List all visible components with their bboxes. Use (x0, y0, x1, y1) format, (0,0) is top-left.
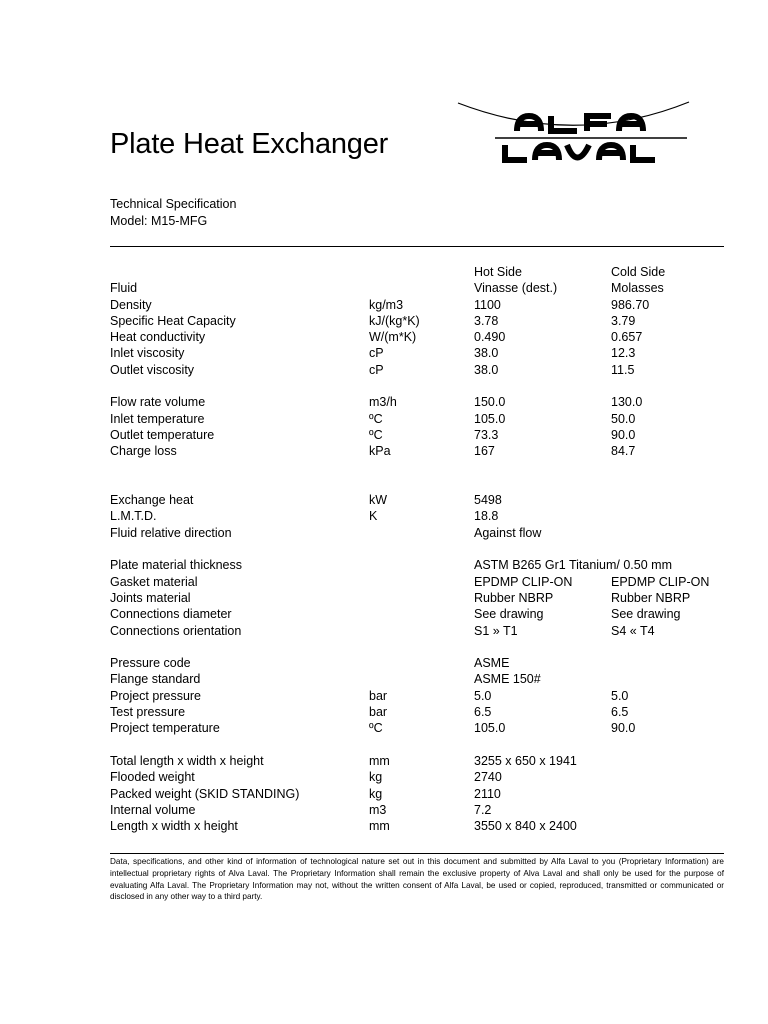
spec-label: Test pressure (110, 705, 186, 720)
hot-side-value: ASTM B265 Gr1 Titanium/ 0.50 mm (474, 558, 672, 573)
spec-unit: m3 (369, 802, 387, 817)
spec-row (110, 720, 724, 736)
spec-row (110, 492, 724, 508)
row-spacer (110, 639, 724, 655)
hot-side-value: 105.0 (474, 411, 506, 426)
spec-unit: kg/m3 (369, 297, 404, 312)
hot-side-value: Rubber NBRP (474, 590, 554, 605)
disclaimer-text: Data, specifications, and other kind of information of technological nature set out in this document and submitted by Alfa Laval to you (Proprietary Information) are intellectual proprietary rights of Alva Laval. The Proprietary Information shall remain the exclusive property of Alva Laval and shall only be used for the purpose of evaluating Alfa Laval. The Proprietary Information may not, without the written consent of Alfa Laval, be used or copied, reproduced, transmitted or communicated or disclosed in any other way to a third party. (110, 857, 724, 902)
spec-unit: cP (369, 346, 384, 361)
spec-unit: kPa (369, 444, 391, 459)
cold-side-value: 11.5 (611, 362, 635, 377)
spec-row (110, 329, 724, 345)
spec-label: Charge loss (110, 444, 177, 459)
spec-unit: K (369, 509, 378, 524)
hot-side-value: 5498 (474, 493, 502, 508)
spec-unit: mm (369, 819, 390, 834)
logo-alfa (517, 116, 643, 131)
spec-unit: kg (369, 770, 383, 785)
spec-unit: kg (369, 786, 383, 801)
hot-side-header: Hot Side (474, 265, 522, 279)
spec-row (110, 786, 724, 802)
spec-row (110, 590, 724, 606)
spec-label: Fluid relative direction (110, 525, 232, 540)
spec-label: Plate material thickness (110, 558, 243, 573)
spec-label: Inlet temperature (110, 411, 205, 426)
hot-side-value: 1100 (474, 297, 501, 312)
cold-side-value: 6.5 (611, 705, 629, 720)
hot-side-value: 3255 x 650 x 1941 (474, 753, 577, 768)
spec-label: Flange standard (110, 672, 201, 687)
cold-side-value: 90.0 (611, 721, 636, 736)
spec-label: Flooded weight (110, 770, 195, 785)
spec-label: Joints material (110, 590, 191, 605)
row-spacer (110, 476, 724, 492)
spec-row (110, 818, 724, 834)
hot-side-value: S1 » T1 (474, 623, 518, 638)
spec-unit: ºC (369, 721, 383, 736)
cold-side-value: 3.79 (611, 313, 636, 328)
spec-row (110, 688, 724, 704)
spec-label: Length x width x height (110, 819, 238, 834)
hot-side-value: 6.5 (474, 705, 492, 720)
row-spacer (110, 737, 724, 753)
spec-unit: cP (369, 362, 384, 377)
spec-row (110, 394, 724, 410)
spec-unit: ºC (369, 427, 383, 442)
hot-side-value: 3.78 (474, 313, 499, 328)
spec-row (110, 411, 724, 427)
spec-label: Specific Heat Capacity (110, 313, 236, 328)
cold-side-value: Molasses (611, 281, 664, 296)
spec-label: Flow rate volume (110, 395, 206, 410)
alfa-laval-logo (455, 98, 695, 180)
header-divider (110, 246, 724, 247)
page-title: Plate Heat Exchanger (110, 128, 389, 160)
hot-side-value: ASME 150# (474, 672, 541, 687)
spec-unit: mm (369, 753, 390, 768)
spec-row (110, 623, 724, 639)
model-line: Model: M15-MFG (110, 213, 208, 228)
spec-unit: ºC (369, 411, 383, 426)
spec-label: Internal volume (110, 802, 196, 817)
cold-side-value: See drawing (611, 607, 681, 622)
hot-side-value: Against flow (474, 525, 542, 540)
spec-row (110, 655, 724, 671)
spec-unit: bar (369, 705, 388, 720)
spec-label: Project temperature (110, 721, 220, 736)
logo-laval (505, 145, 655, 160)
spec-label: Outlet viscosity (110, 362, 195, 377)
row-spacer (110, 541, 724, 557)
spec-label: Outlet temperature (110, 427, 215, 442)
hot-side-value: 3550 x 840 x 2400 (474, 819, 577, 834)
spec-unit: kW (369, 493, 388, 508)
spec-label: Packed weight (SKID STANDING) (110, 786, 300, 801)
spec-unit: bar (369, 688, 388, 703)
cold-side-value: S4 « T4 (611, 623, 655, 638)
hot-side-value: 5.0 (474, 688, 492, 703)
logo-swoosh (458, 102, 689, 125)
hot-side-value: See drawing (474, 607, 544, 622)
cold-side-value: Rubber NBRP (611, 590, 691, 605)
spec-unit: m3/h (369, 395, 397, 410)
spec-row (110, 297, 724, 313)
spec-label: Total length x width x height (110, 753, 264, 768)
spec-label: Pressure code (110, 656, 191, 671)
spec-label: L.M.T.D. (110, 509, 157, 524)
spec-row (110, 345, 724, 361)
row-spacer (110, 460, 724, 476)
spec-unit: kJ/(kg*K) (369, 313, 420, 328)
spec-label: Project pressure (110, 688, 202, 703)
spec-table (110, 264, 724, 834)
spec-header-row (110, 264, 724, 280)
spec-row (110, 313, 724, 329)
spec-label: Heat conductivity (110, 330, 206, 345)
subtitle-line: Technical Specification (110, 197, 237, 211)
hot-side-value: 0.490 (474, 330, 506, 345)
spec-row (110, 606, 724, 622)
spec-row (110, 525, 724, 541)
spec-label: Inlet viscosity (110, 346, 185, 361)
hot-side-value: 150.0 (474, 395, 506, 410)
cold-side-value: 84.7 (611, 444, 636, 459)
spec-label: Connections orientation (110, 623, 242, 638)
spec-row (110, 802, 724, 818)
hot-side-value: 38.0 (474, 362, 499, 377)
cold-side-value: 0.657 (611, 330, 643, 345)
spec-row (110, 443, 724, 459)
hot-side-value: 2110 (474, 786, 501, 801)
hot-side-value: 18.8 (474, 509, 499, 524)
row-spacer (110, 378, 724, 394)
spec-row (110, 427, 724, 443)
hot-side-value: 38.0 (474, 346, 499, 361)
hot-side-value: EPDMP CLIP-ON (474, 574, 573, 589)
spec-label: Gasket material (110, 574, 198, 589)
spec-label: Exchange heat (110, 493, 194, 508)
cold-side-value: 130.0 (611, 395, 643, 410)
spec-row (110, 574, 724, 590)
hot-side-value: 7.2 (474, 802, 492, 817)
hot-side-value: 105.0 (474, 721, 506, 736)
cold-side-value: 986.70 (611, 297, 650, 312)
cold-side-value: 50.0 (611, 411, 636, 426)
hot-side-value: 167 (474, 444, 495, 459)
spec-row (110, 753, 724, 769)
spec-row (110, 704, 724, 720)
cold-side-value: 90.0 (611, 427, 636, 442)
hot-side-value: 73.3 (474, 427, 499, 442)
cold-side-value: 12.3 (611, 346, 636, 361)
hot-side-value: Vinasse (dest.) (474, 281, 558, 296)
spec-row (110, 508, 724, 524)
spec-row (110, 280, 724, 296)
document-subtitle (110, 196, 236, 229)
spec-unit: W/(m*K) (369, 330, 417, 345)
cold-side-value: EPDMP CLIP-ON (611, 574, 710, 589)
hot-side-value: 2740 (474, 770, 502, 785)
spec-row (110, 769, 724, 785)
spec-label: Fluid (110, 281, 138, 296)
hot-side-value: ASME (474, 656, 510, 671)
cold-side-header: Cold Side (611, 265, 666, 279)
footer-divider (110, 853, 724, 854)
spec-row (110, 557, 724, 573)
spec-row (110, 362, 724, 378)
spec-label: Density (110, 297, 152, 312)
spec-row (110, 671, 724, 687)
cold-side-value: 5.0 (611, 688, 629, 703)
spec-label: Connections diameter (110, 607, 232, 622)
